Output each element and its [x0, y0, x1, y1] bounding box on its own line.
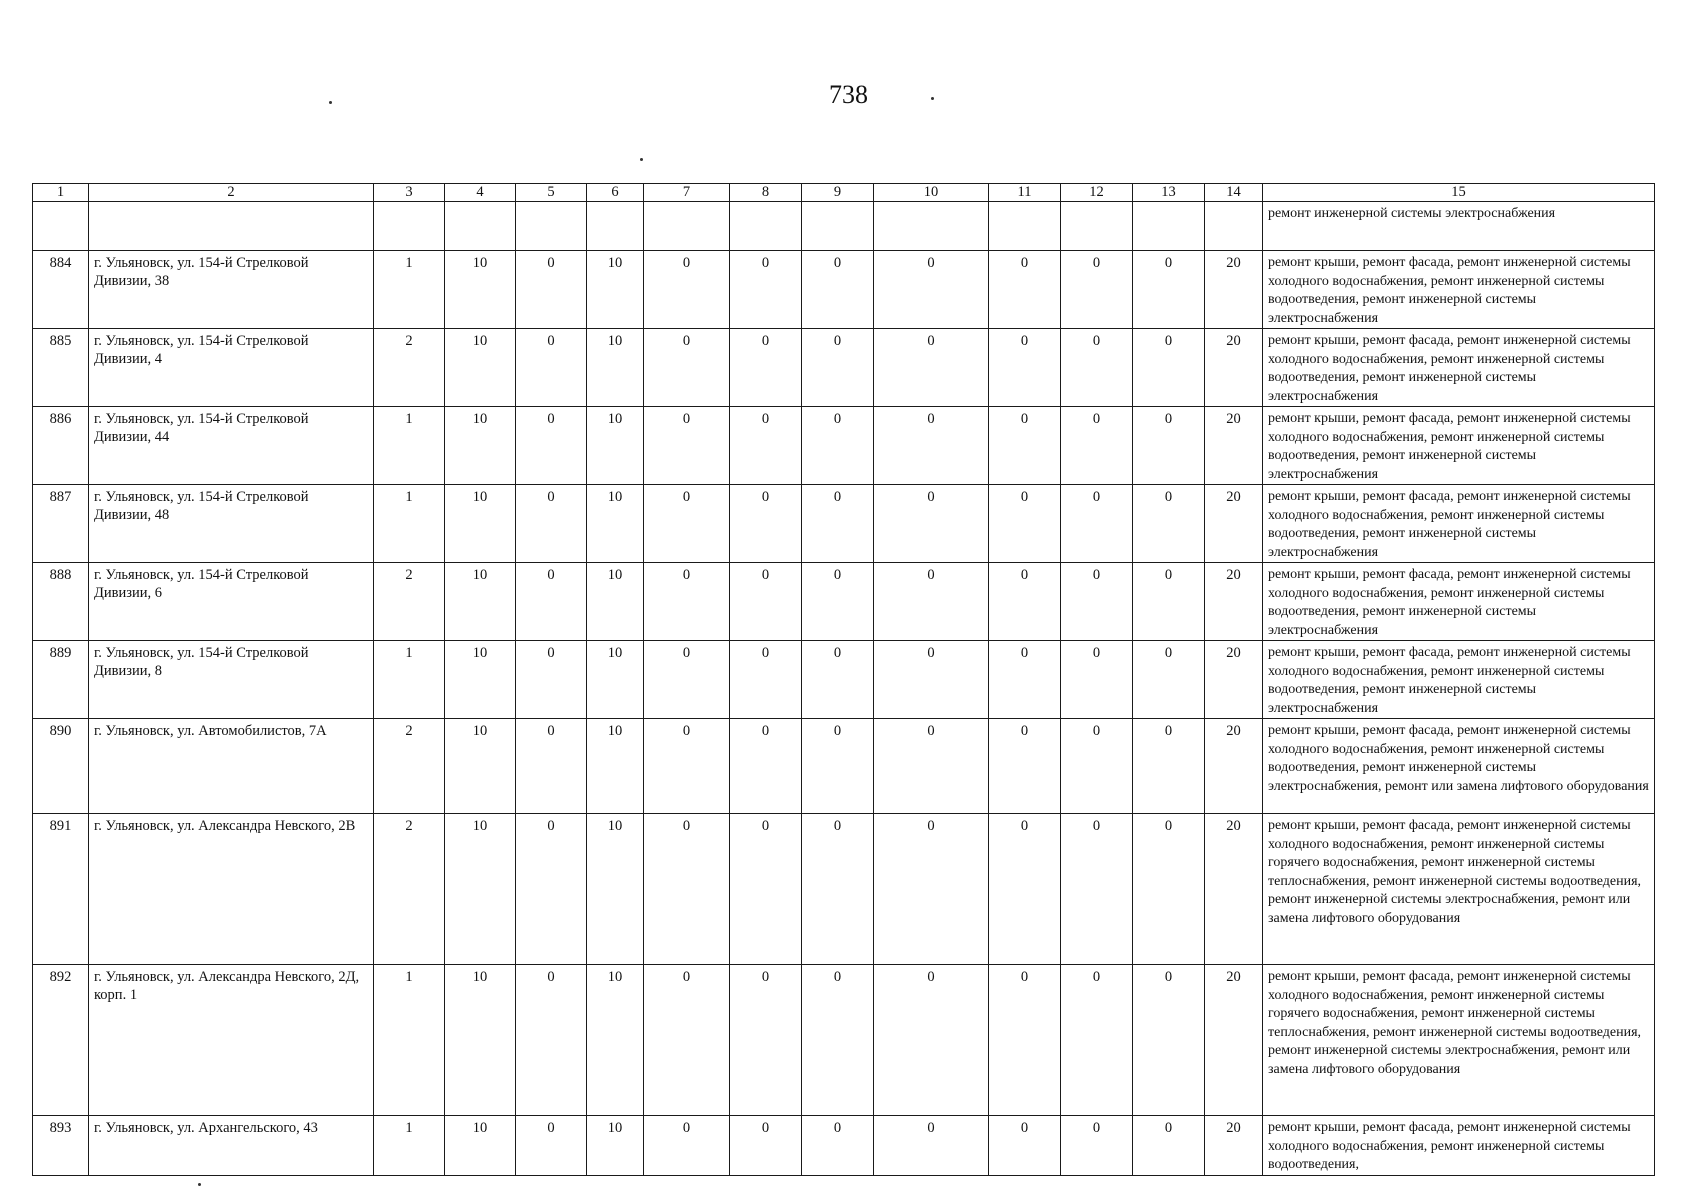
- value-cell: 0: [516, 563, 587, 641]
- value-cell: 10: [445, 641, 516, 719]
- table-cell: [730, 202, 802, 251]
- value-cell: 0: [644, 965, 730, 1116]
- value-cell: 10: [587, 641, 644, 719]
- value-cell: 0: [1061, 485, 1133, 563]
- row-number-cell: 886: [33, 407, 89, 485]
- value-cell: 0: [874, 719, 989, 814]
- column-number-header-row: [33, 184, 1655, 202]
- value-cell: 1: [374, 407, 445, 485]
- value-cell: 0: [644, 814, 730, 965]
- value-cell: 0: [1133, 965, 1205, 1116]
- row-number-cell: 892: [33, 965, 89, 1116]
- table-cell: [374, 202, 445, 251]
- work-list-cell: ремонт крыши, ремонт фасада, ремонт инженерной системы холодного водоснабжения, ремонт инженерной системы водоотведения, ремонт инженерной системы электроснабжения: [1263, 485, 1655, 563]
- value-cell: 0: [730, 485, 802, 563]
- value-cell: 0: [644, 251, 730, 329]
- row-number-cell: 890: [33, 719, 89, 814]
- value-cell: 20: [1205, 563, 1263, 641]
- value-cell: 10: [587, 814, 644, 965]
- value-cell: 0: [989, 814, 1061, 965]
- value-cell: 0: [730, 407, 802, 485]
- column-header-15: 15: [1263, 184, 1655, 202]
- value-cell: 1: [374, 251, 445, 329]
- address-cell: г. Ульяновск, ул. 154-й Стрелковой Дивизии, 6: [89, 563, 374, 641]
- value-cell: 0: [1061, 1116, 1133, 1176]
- value-cell: 0: [1061, 329, 1133, 407]
- column-header-2: 2: [89, 184, 374, 202]
- value-cell: 0: [802, 719, 874, 814]
- value-cell: 0: [1061, 563, 1133, 641]
- address-cell: г. Ульяновск, ул. 154-й Стрелковой Дивизии, 4: [89, 329, 374, 407]
- column-header-4: 4: [445, 184, 516, 202]
- row-number-cell: 893: [33, 1116, 89, 1176]
- value-cell: 0: [989, 329, 1061, 407]
- value-cell: 0: [989, 251, 1061, 329]
- value-cell: 0: [516, 485, 587, 563]
- value-cell: 10: [587, 485, 644, 563]
- value-cell: 10: [587, 563, 644, 641]
- value-cell: 0: [1133, 641, 1205, 719]
- column-header-13: 13: [1133, 184, 1205, 202]
- value-cell: 1: [374, 485, 445, 563]
- column-header-6: 6: [587, 184, 644, 202]
- work-list-cell: ремонт крыши, ремонт фасада, ремонт инженерной системы холодного водоснабжения, ремонт инженерной системы водоотведения, ремонт инженерной системы электроснабжения: [1263, 641, 1655, 719]
- row-number-cell: 888: [33, 563, 89, 641]
- table-row: [33, 1116, 1655, 1176]
- column-header-1: 1: [33, 184, 89, 202]
- value-cell: 20: [1205, 485, 1263, 563]
- value-cell: 10: [587, 407, 644, 485]
- value-cell: 0: [1133, 329, 1205, 407]
- value-cell: 0: [1133, 407, 1205, 485]
- value-cell: 0: [516, 814, 587, 965]
- value-cell: 0: [802, 965, 874, 1116]
- value-cell: 0: [1133, 719, 1205, 814]
- value-cell: 0: [874, 563, 989, 641]
- table-row: [33, 965, 1655, 1116]
- value-cell: 0: [730, 329, 802, 407]
- value-cell: 0: [1133, 563, 1205, 641]
- address-cell: г. Ульяновск, ул. Автомобилистов, 7А: [89, 719, 374, 814]
- value-cell: 0: [730, 814, 802, 965]
- table-row: [33, 329, 1655, 407]
- value-cell: 0: [989, 1116, 1061, 1176]
- value-cell: 2: [374, 719, 445, 814]
- work-list-cell: ремонт крыши, ремонт фасада, ремонт инженерной системы холодного водоснабжения, ремонт инженерной системы водоотведения, ремонт инженерной системы электроснабжения: [1263, 251, 1655, 329]
- value-cell: 10: [445, 1116, 516, 1176]
- value-cell: 0: [730, 563, 802, 641]
- column-header-10: 10: [874, 184, 989, 202]
- value-cell: 0: [802, 485, 874, 563]
- value-cell: 10: [445, 563, 516, 641]
- table-row: [33, 407, 1655, 485]
- value-cell: 0: [989, 719, 1061, 814]
- row-number-cell: 885: [33, 329, 89, 407]
- address-cell: г. Ульяновск, ул. 154-й Стрелковой Дивизии, 38: [89, 251, 374, 329]
- column-header-8: 8: [730, 184, 802, 202]
- value-cell: 0: [1061, 719, 1133, 814]
- value-cell: 0: [516, 1116, 587, 1176]
- table-cell: [1061, 202, 1133, 251]
- work-list-cell: ремонт крыши, ремонт фасада, ремонт инженерной системы холодного водоснабжения, ремонт инженерной системы водоотведения, ремонт инженерной системы электроснабжения: [1263, 329, 1655, 407]
- column-header-9: 9: [802, 184, 874, 202]
- value-cell: 0: [989, 641, 1061, 719]
- value-cell: 0: [874, 641, 989, 719]
- value-cell: 10: [445, 407, 516, 485]
- work-list-cell: ремонт инженерной системы электроснабжения: [1263, 202, 1655, 251]
- value-cell: 0: [1061, 965, 1133, 1116]
- scan-speck: [931, 97, 934, 100]
- work-list-cell: ремонт крыши, ремонт фасада, ремонт инженерной системы холодного водоснабжения, ремонт инженерной системы водоотведения, ремонт инженерной системы электроснабжения: [1263, 563, 1655, 641]
- value-cell: 0: [874, 965, 989, 1116]
- value-cell: 20: [1205, 329, 1263, 407]
- table-cell: [445, 202, 516, 251]
- table-row: [33, 251, 1655, 329]
- table-cell: [802, 202, 874, 251]
- value-cell: 20: [1205, 1116, 1263, 1176]
- row-number-cell: 891: [33, 814, 89, 965]
- table-cell: [587, 202, 644, 251]
- value-cell: 2: [374, 329, 445, 407]
- value-cell: 0: [516, 965, 587, 1116]
- value-cell: 10: [445, 814, 516, 965]
- value-cell: 10: [445, 965, 516, 1116]
- table-row: [33, 719, 1655, 814]
- table-row: [33, 814, 1655, 965]
- column-header-14: 14: [1205, 184, 1263, 202]
- column-header-3: 3: [374, 184, 445, 202]
- value-cell: 0: [644, 641, 730, 719]
- column-header-12: 12: [1061, 184, 1133, 202]
- value-cell: 0: [874, 485, 989, 563]
- row-number-cell: 887: [33, 485, 89, 563]
- address-cell: г. Ульяновск, ул. 154-й Стрелковой Дивизии, 48: [89, 485, 374, 563]
- address-cell: г. Ульяновск, ул. Архангельского, 43: [89, 1116, 374, 1176]
- value-cell: 0: [1133, 485, 1205, 563]
- value-cell: 0: [516, 719, 587, 814]
- value-cell: 0: [1133, 251, 1205, 329]
- value-cell: 0: [1061, 641, 1133, 719]
- value-cell: 0: [644, 329, 730, 407]
- value-cell: 0: [1133, 814, 1205, 965]
- value-cell: 20: [1205, 719, 1263, 814]
- value-cell: 20: [1205, 251, 1263, 329]
- value-cell: 0: [874, 251, 989, 329]
- value-cell: 0: [802, 407, 874, 485]
- repair-register-table: [32, 183, 1655, 1176]
- column-header-7: 7: [644, 184, 730, 202]
- value-cell: 20: [1205, 407, 1263, 485]
- row-number-cell: 884: [33, 251, 89, 329]
- table-cell: [1133, 202, 1205, 251]
- value-cell: 2: [374, 814, 445, 965]
- value-cell: 0: [989, 563, 1061, 641]
- table-cell: [516, 202, 587, 251]
- value-cell: 0: [874, 814, 989, 965]
- table-cell: [989, 202, 1061, 251]
- scan-speck: [640, 158, 643, 161]
- table-cell: [874, 202, 989, 251]
- value-cell: 0: [802, 814, 874, 965]
- address-cell: г. Ульяновск, ул. Александра Невского, 2Д, корп. 1: [89, 965, 374, 1116]
- value-cell: 0: [1061, 251, 1133, 329]
- value-cell: 20: [1205, 965, 1263, 1116]
- value-cell: 0: [802, 329, 874, 407]
- value-cell: 0: [730, 1116, 802, 1176]
- value-cell: 20: [1205, 814, 1263, 965]
- continuation-row: [33, 202, 1655, 251]
- value-cell: 0: [802, 641, 874, 719]
- value-cell: 0: [644, 563, 730, 641]
- value-cell: 0: [989, 965, 1061, 1116]
- value-cell: 10: [445, 485, 516, 563]
- value-cell: 0: [1133, 1116, 1205, 1176]
- value-cell: 10: [445, 329, 516, 407]
- value-cell: 1: [374, 1116, 445, 1176]
- value-cell: 0: [516, 251, 587, 329]
- value-cell: 0: [644, 719, 730, 814]
- value-cell: 0: [730, 965, 802, 1116]
- value-cell: 0: [730, 641, 802, 719]
- table-row: [33, 641, 1655, 719]
- value-cell: 0: [644, 407, 730, 485]
- address-cell: г. Ульяновск, ул. Александра Невского, 2В: [89, 814, 374, 965]
- table-row: [33, 563, 1655, 641]
- value-cell: 0: [874, 329, 989, 407]
- value-cell: 10: [587, 719, 644, 814]
- scan-speck: [198, 1183, 201, 1186]
- value-cell: 0: [1061, 814, 1133, 965]
- value-cell: 0: [730, 251, 802, 329]
- value-cell: 0: [989, 407, 1061, 485]
- value-cell: 0: [516, 329, 587, 407]
- work-list-cell: ремонт крыши, ремонт фасада, ремонт инженерной системы холодного водоснабжения, ремонт инженерной системы водоотведения, ремонт инженерной системы электроснабжения, ремонт или замена лифтового оборудования: [1263, 719, 1655, 814]
- value-cell: 20: [1205, 641, 1263, 719]
- address-cell: г. Ульяновск, ул. 154-й Стрелковой Дивизии, 44: [89, 407, 374, 485]
- value-cell: 0: [989, 485, 1061, 563]
- value-cell: 0: [644, 485, 730, 563]
- value-cell: 0: [516, 641, 587, 719]
- column-header-5: 5: [516, 184, 587, 202]
- page-number: 738: [829, 80, 868, 109]
- value-cell: 2: [374, 563, 445, 641]
- scan-speck: [329, 101, 332, 104]
- value-cell: 1: [374, 641, 445, 719]
- work-list-cell: ремонт крыши, ремонт фасада, ремонт инженерной системы холодного водоснабжения, ремонт инженерной системы водоотведения,: [1263, 1116, 1655, 1176]
- value-cell: 10: [587, 329, 644, 407]
- value-cell: 0: [1061, 407, 1133, 485]
- value-cell: 10: [445, 251, 516, 329]
- value-cell: 0: [874, 1116, 989, 1176]
- table-cell: [644, 202, 730, 251]
- column-header-11: 11: [989, 184, 1061, 202]
- value-cell: 0: [730, 719, 802, 814]
- value-cell: 10: [587, 1116, 644, 1176]
- value-cell: 1: [374, 965, 445, 1116]
- value-cell: 0: [874, 407, 989, 485]
- value-cell: 0: [644, 1116, 730, 1176]
- work-list-cell: ремонт крыши, ремонт фасада, ремонт инженерной системы холодного водоснабжения, ремонт инженерной системы горячего водоснабжения, ремонт инженерной системы теплоснабжения, ремонт инженерной системы водоотведения, ремонт инженерной системы электроснабжения, ремонт или замена лифтового оборудования: [1263, 965, 1655, 1116]
- value-cell: 10: [587, 965, 644, 1116]
- value-cell: 10: [445, 719, 516, 814]
- address-cell: г. Ульяновск, ул. 154-й Стрелковой Дивизии, 8: [89, 641, 374, 719]
- work-list-cell: ремонт крыши, ремонт фасада, ремонт инженерной системы холодного водоснабжения, ремонт инженерной системы водоотведения, ремонт инженерной системы электроснабжения: [1263, 407, 1655, 485]
- row-number-cell: 889: [33, 641, 89, 719]
- value-cell: 10: [587, 251, 644, 329]
- table-cell: [33, 202, 89, 251]
- value-cell: 0: [802, 251, 874, 329]
- value-cell: 0: [802, 1116, 874, 1176]
- value-cell: 0: [802, 563, 874, 641]
- table-cell: [1205, 202, 1263, 251]
- work-list-cell: ремонт крыши, ремонт фасада, ремонт инженерной системы холодного водоснабжения, ремонт инженерной системы горячего водоснабжения, ремонт инженерной системы теплоснабжения, ремонт инженерной системы водоотведения, ремонт инженерной системы электроснабжения, ремонт или замена лифтового оборудования: [1263, 814, 1655, 965]
- value-cell: 0: [516, 407, 587, 485]
- table-row: [33, 485, 1655, 563]
- table-cell: [89, 202, 374, 251]
